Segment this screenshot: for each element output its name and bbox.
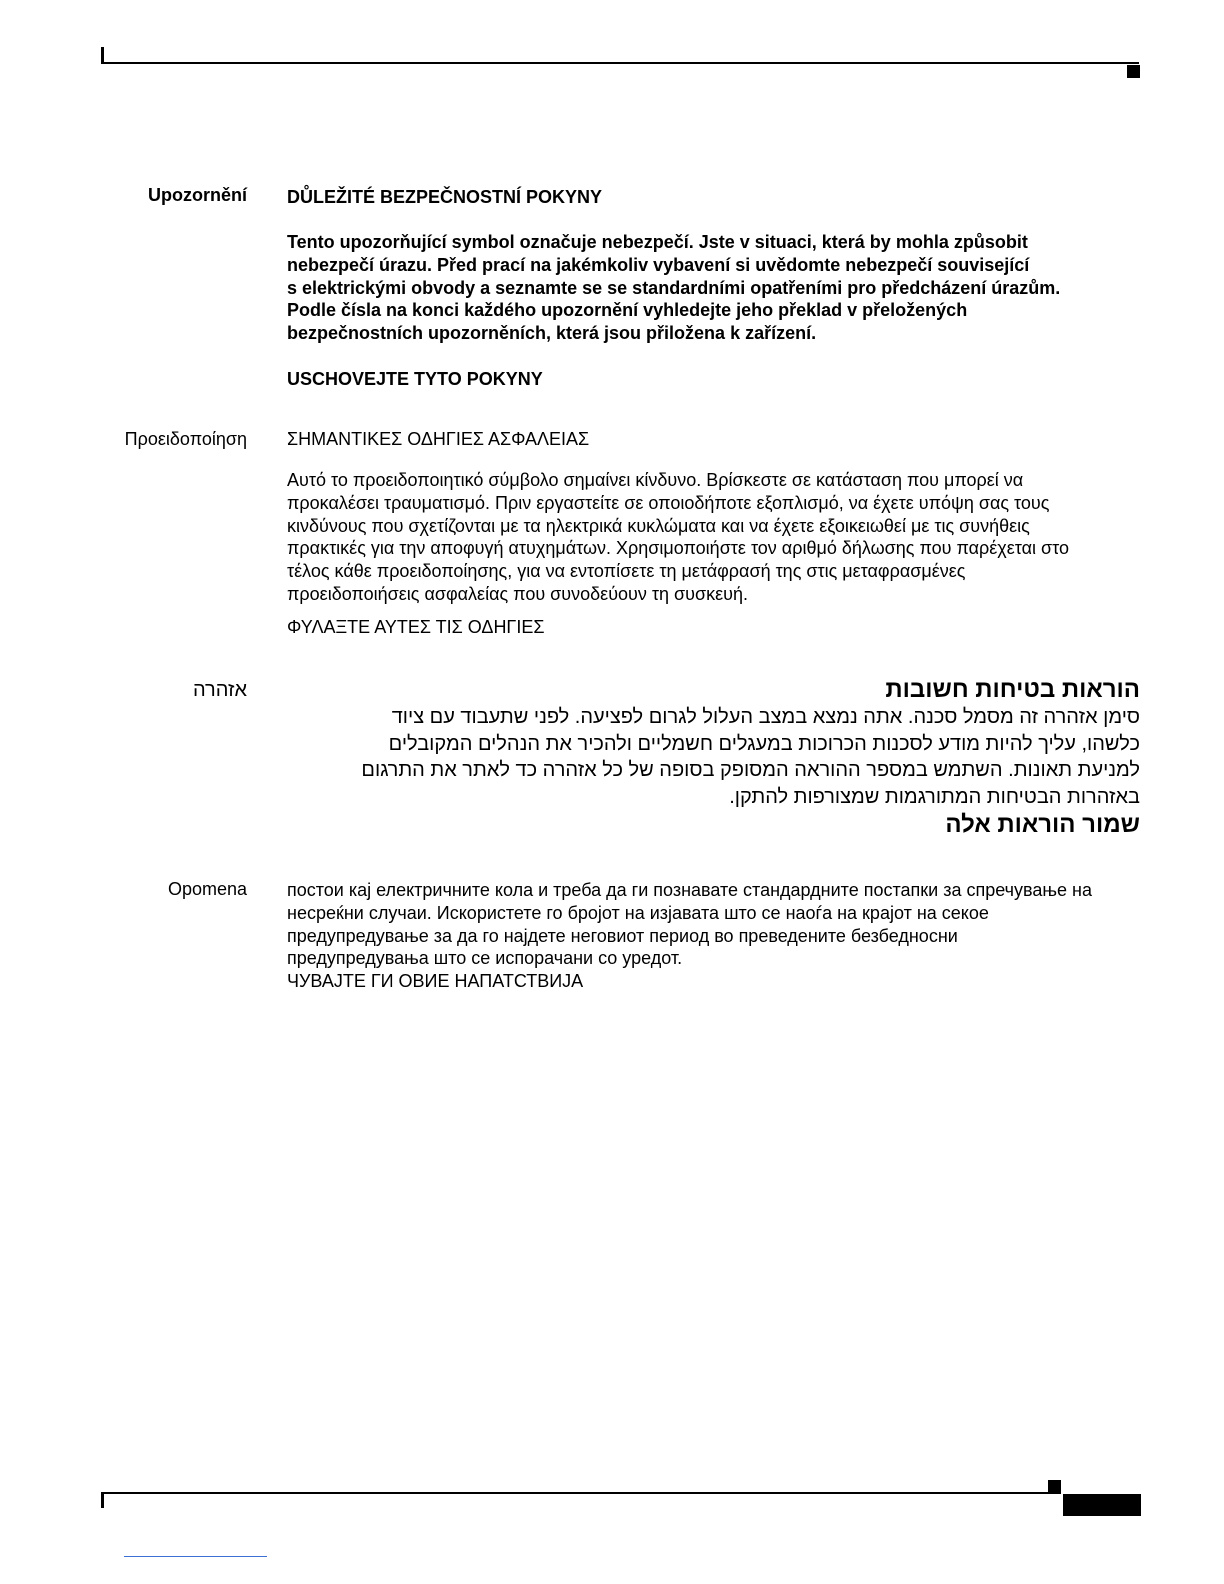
- czech-body: [287, 231, 1147, 345]
- greek-body-line: προκαλέσει τραυματισμό. Πριν εργαστείτε σε οποιοδήποτε εξοπλισμό, να έχετε υπόψη σας τους: [287, 492, 1050, 513]
- hebrew-body-line: למניעת תאונות. השתמש במספר ההוראה המסופק בסופה של כל אזהרה כד לאתר את התרגום: [361, 759, 1140, 781]
- macedonian-body: [287, 879, 1147, 993]
- czech-body-line: bezpečnostních upozorněních, která jsou přiložena k zařízení.: [287, 323, 817, 344]
- footer-link-underline[interactable]: [124, 1556, 267, 1557]
- czech-body-line: nebezpečí úrazu. Před prací na jakémkoliv vybavení si uvědomte nebezpečí související: [287, 254, 1030, 275]
- hebrew-body: [285, 704, 1140, 810]
- macedonian-body-line: постои кај електричните кола и треба да ги познавате стандардните постапки за спречување на: [287, 880, 1092, 900]
- greek-body-line: προειδοποιήσεις ασφαλείας που συνοδεύουν τη συσκευή.: [287, 583, 748, 604]
- greek-footer: ΦΥΛΑΞΤΕ ΑΥΤΕΣ ΤΙΣ ΟΔΗΓΙΕΣ: [287, 617, 545, 637]
- greek-warning-label: Προειδοποίηση: [124, 429, 247, 449]
- hebrew-title: הוראות בטיחות חשובות: [885, 676, 1140, 703]
- page-number-tab: [1063, 1494, 1141, 1516]
- hebrew-body-line: כלשהו, עליך להיות מודע לסכנות הכרוכות במעגלים חשמליים ולהכיר את הנהלים המקובלים: [388, 732, 1140, 755]
- macedonian-footer: ЧУВАЈТЕ ГИ ОВИЕ НАПАТСТВИЈА: [287, 971, 584, 992]
- czech-body-line: s elektrickými obvody a seznamte se se standardními opatřeními pro předcházení úrazům.: [287, 277, 1061, 298]
- czech-body-line: Tento upozorňující symbol označuje nebezpečí. Jste v situaci, která by mohla způsobit: [287, 232, 1028, 252]
- macedonian-body-line: предупредувања што се испорачани со уредот.: [287, 948, 683, 969]
- macedonian-warning-label: Opomena: [167, 879, 247, 899]
- greek-body-line: πρακτικές για την αποφυγή ατυχημάτων. Χρησιμοποιήστε τον αριθμό δήλωσης που παρέχεται στο: [287, 538, 1070, 559]
- czech-footer: USCHOVEJTE TYTO POKYNY: [287, 369, 543, 389]
- czech-warning-label: Upozornění: [148, 185, 247, 205]
- footer-rule: [101, 1492, 1061, 1494]
- hebrew-footer: שמור הוראות אלה: [945, 811, 1140, 838]
- czech-body-line: Podle čísla na konci každého upozornění vyhledejte jeho překlad v přeložených: [287, 300, 968, 321]
- greek-body: [287, 469, 1147, 606]
- hebrew-body-line: באזהרות הבטיחות המתורגמות שמצורפות להתקן.: [729, 785, 1140, 808]
- greek-body-line: τέλος κάθε προειδοποίησης, για να εντοπίσετε τη μετάφρασή της στις μεταφρασμένες: [287, 561, 966, 582]
- header-square-marker: [1127, 65, 1140, 78]
- greek-body-line: κινδύνους που σχετίζονται με τα ηλεκτρικά κυκλώματα και να έχετε εξοικειωθεί με τις συνήθεις: [287, 515, 1030, 536]
- hebrew-warning-label: אזהרה: [192, 679, 247, 701]
- header-rule: [101, 62, 1139, 64]
- macedonian-body-line: предупредување за да го најдете неговиот период во преведените безбедносни: [287, 925, 958, 946]
- hebrew-body-line: סימן אזהרה זה מסמל סכנה. אתה נמצא במצב העלול לגרום לפציעה. לפני שתעבוד עם ציוד: [391, 706, 1140, 728]
- czech-title: DŮLEŽITÉ BEZPEČNOSTNÍ POKYNY: [287, 187, 603, 207]
- macedonian-body-line: несреќни случаи. Искористете го бројот на изјавата што се наоѓа на крајот на секое: [287, 902, 989, 923]
- footer-rule-tick: [101, 1493, 104, 1508]
- greek-body-line: Αυτό το προειδοποιητικό σύμβολο σημαίνει κίνδυνο. Βρίσκεστε σε κατάσταση που μπορεί να: [287, 470, 1024, 490]
- greek-title: ΣΗΜΑΝΤΙΚΕΣ ΟΔΗΓΙΕΣ ΑΣΦΑΛΕΙΑΣ: [287, 429, 590, 449]
